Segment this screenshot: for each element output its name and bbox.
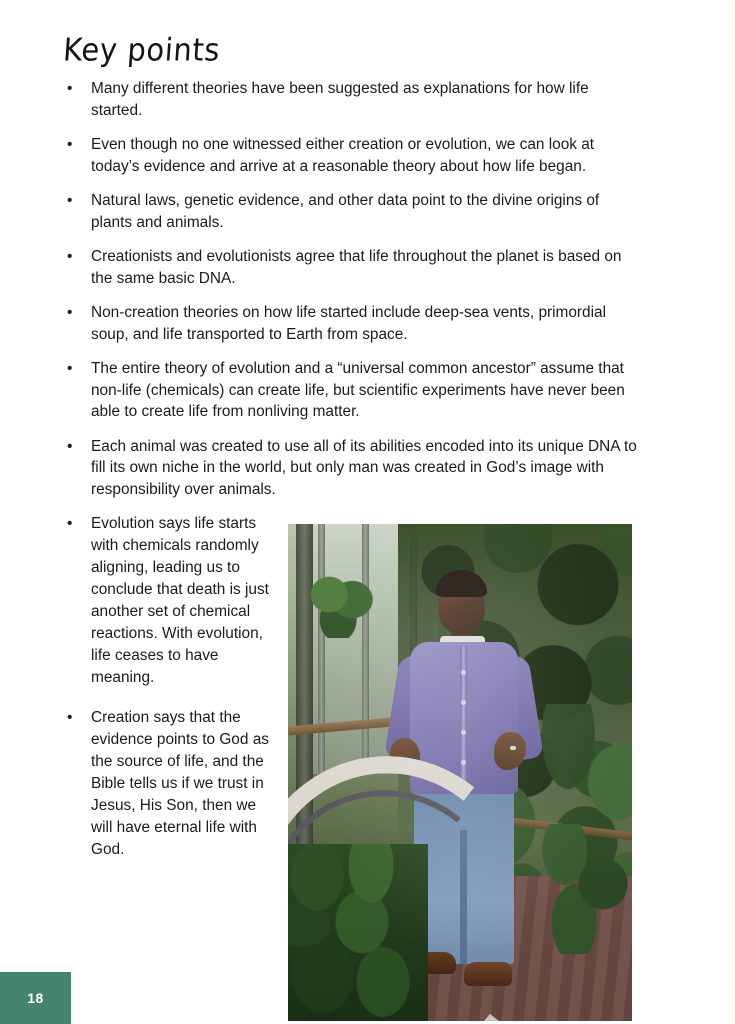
list-item bbox=[62, 190, 642, 233]
photo-shirt-button bbox=[461, 760, 466, 765]
list-item bbox=[62, 302, 642, 345]
bullet-icon: • bbox=[67, 515, 73, 532]
page-content bbox=[62, 31, 642, 879]
photo-shirt-button bbox=[461, 700, 466, 705]
photo-man-ring bbox=[510, 746, 516, 750]
list-item bbox=[62, 513, 274, 689]
photo-shirt-button bbox=[461, 670, 466, 675]
bullet-icon: • bbox=[67, 709, 73, 726]
photo-and-column-section bbox=[62, 513, 642, 861]
key-points-list bbox=[62, 78, 642, 500]
list-item-text: Non-creation theories on how life started include deep-sea vents, primordial soup, and life transported to Earth from space. bbox=[91, 304, 607, 343]
list-item-text: Many different theories have been suggested as explanations for how life started. bbox=[91, 80, 589, 119]
photo-shirt-placket bbox=[460, 646, 467, 794]
page-right-edge bbox=[721, 0, 735, 1024]
photo-shrub-left bbox=[288, 844, 428, 1021]
bullet-icon: • bbox=[67, 80, 73, 97]
list-item-text: Even though no one witnessed either creation or evolution, we can look at today’s evidence and arrive at a reasonable theory about how life began. bbox=[91, 136, 595, 175]
key-points-narrow-list bbox=[62, 513, 274, 861]
photo-man-on-walkway bbox=[288, 524, 632, 1021]
list-item-text: Evolution says life starts with chemicals randomly aligning, leading us to conclude that death is just another set of chemical reactions. With evolution, life ceases to have meaning. bbox=[91, 515, 269, 686]
list-item bbox=[62, 78, 642, 121]
list-item-text: Each animal was created to use all of its abilities encoded into its unique DNA to fill its own niche in the world, but only man was created in God’s image with responsibility over animals. bbox=[91, 437, 637, 498]
list-item-text: Creationists and evolutionists agree that life throughout the planet is based on the same basic DNA. bbox=[91, 248, 622, 287]
bullet-icon: • bbox=[67, 192, 73, 209]
list-item-text: The entire theory of evolution and a “universal common ancestor” assume that non-life (chemicals) can create life, but scientific experiments have never been able to create life from nonliving matter. bbox=[91, 360, 625, 420]
bullet-icon: • bbox=[67, 437, 73, 455]
photo-hanging-fern bbox=[310, 576, 374, 638]
photo-window-mullion bbox=[318, 524, 325, 774]
list-item bbox=[62, 358, 642, 423]
list-item bbox=[62, 246, 642, 289]
photo-shirt-button bbox=[461, 730, 466, 735]
bullet-icon: • bbox=[67, 248, 73, 265]
page-number-badge: 18 bbox=[0, 972, 71, 1024]
list-item-text: Natural laws, genetic evidence, and other data point to the divine origins of plants and animals. bbox=[91, 192, 600, 231]
photo-shrub-right bbox=[536, 824, 632, 954]
page-title: Key points bbox=[62, 31, 222, 68]
bullet-icon: • bbox=[67, 136, 73, 153]
photo-window-mullion bbox=[362, 524, 369, 774]
list-item bbox=[62, 436, 642, 501]
list-item-text: Creation says that the evidence points to God as the source of life, and the Bible tells us if we trust in Jesus, His Son, then we will have eternal life with God. bbox=[91, 709, 269, 858]
bullet-icon: • bbox=[67, 304, 73, 321]
bullet-icon: • bbox=[67, 360, 73, 377]
list-item bbox=[62, 707, 274, 861]
list-item bbox=[62, 134, 642, 177]
